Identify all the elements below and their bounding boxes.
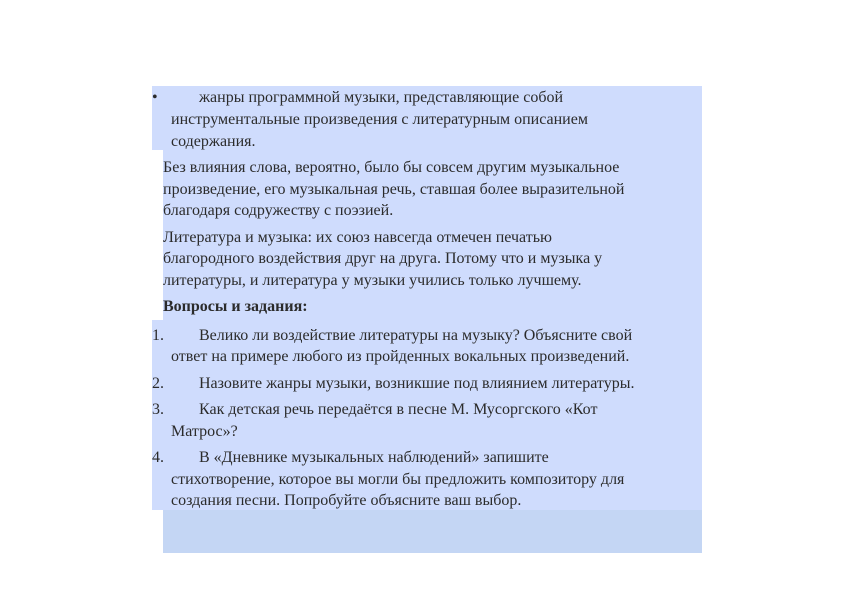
question-4-line-3: создания песни. Попробуйте объясните ваш выбор. <box>171 492 522 509</box>
paragraph2-line-1: Литература и музыка: их союз навсегда отмечен печатью <box>163 229 552 246</box>
paragraph2-line-2: благородного воздействия друг на друга. Потому что и музыка у <box>163 250 603 267</box>
section-heading: Вопросы и задания: <box>163 298 308 315</box>
question-3-line-1: Как детская речь передаётся в песне М. Мусоргского «Кот <box>199 401 598 418</box>
paragraph1-line-2: произведение, его музыкальная речь, ставшая более выразительной <box>163 181 625 198</box>
paragraph1-line-1: Без влияния слова, вероятно, было бы совсем другим музыкальное <box>163 159 620 176</box>
bullet-marker: • <box>152 89 158 106</box>
question-3-line-2: Матрос»? <box>171 423 238 440</box>
question-2-line-1: Назовите жанры музыки, возникшие под влиянием литературы. <box>199 375 635 392</box>
highlight-bottom-strip <box>163 510 702 553</box>
question-1-line-1: Велико ли воздействие литературы на музыку? Объясните свой <box>199 327 633 344</box>
question-4-line-2: стихотворение, которое вы могли бы предложить композитору для <box>171 471 625 488</box>
question-4-number: 4. <box>152 449 164 466</box>
question-3-number: 3. <box>152 401 164 418</box>
bullet-line-2: инструментальные произведения с литературным описанием <box>171 111 588 128</box>
question-4-line-1: В «Дневнике музыкальных наблюдений» запишите <box>199 449 549 466</box>
question-1-number: 1. <box>152 327 164 344</box>
question-2-number: 2. <box>152 375 164 392</box>
paragraph1-line-3: благодаря содружеству с поэзией. <box>163 202 394 219</box>
bullet-line-3: содержания. <box>171 133 256 150</box>
bullet-line-1: жанры программной музыки, представляющие собой <box>199 89 564 106</box>
paragraph2-line-3: литературы, и литература у музыки учились только лучшему. <box>163 272 582 289</box>
question-1-line-2: ответ на примере любого из пройденных вокальных произведений. <box>171 348 630 365</box>
